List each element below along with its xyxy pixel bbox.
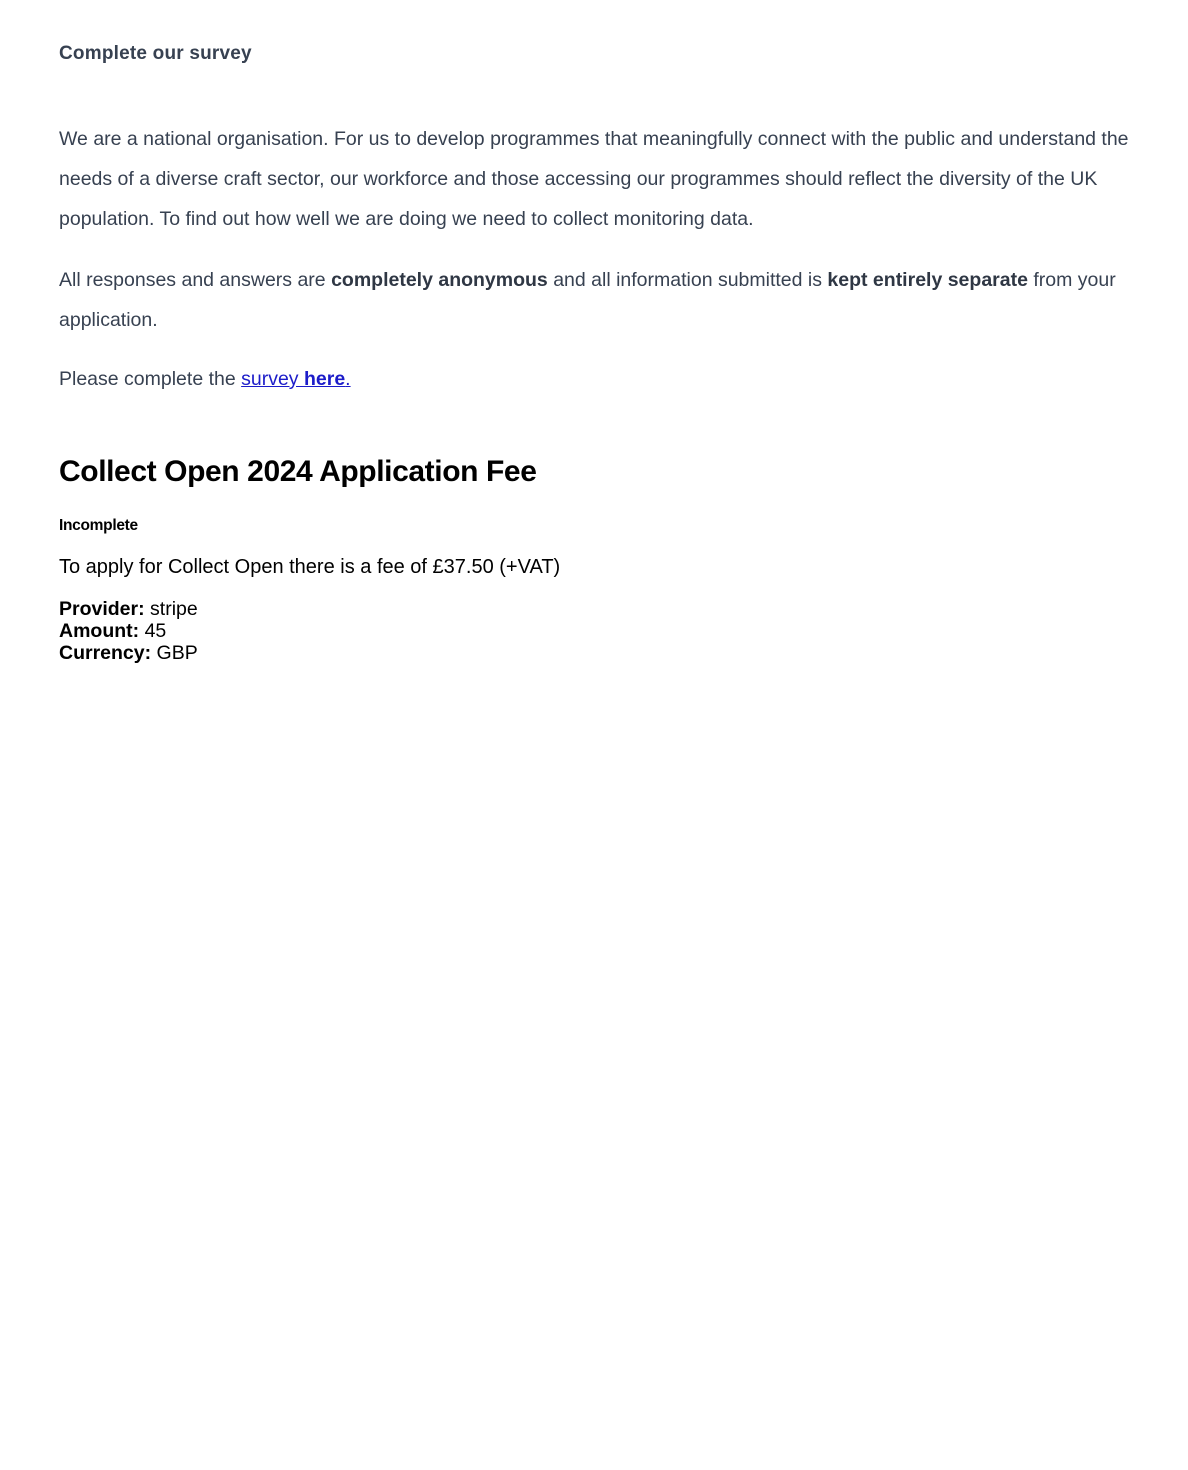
currency-value: GBP [151,642,198,664]
fee-status-badge: Incomplete [59,517,138,534]
fee-detail-currency [59,642,198,664]
fee-description: To apply for Collect Open there is a fee of £37.50 (+VAT) [59,556,561,578]
amount-value: 45 [139,620,167,642]
anonymity-bold-1: completely anonymous [331,269,548,291]
anonymity-bold-2: kept entirely separate [827,269,1028,291]
survey-cta-paragraph [59,359,1149,399]
fee-detail-amount [59,620,198,642]
survey-intro-paragraph: We are a national organisation. For us to develop programmes that meaningfully connect with the public and understand the needs of a diverse craft sector, our workforce and those accessing our programmes should reflect the diversity of the UK population. To find out how well we are doing we need to collect monitoring data. [59,128,1129,230]
amount-label: Amount: [59,620,140,642]
fee-detail-provider [59,598,198,620]
currency-label: Currency: [59,642,152,664]
provider-label: Provider: [59,598,145,620]
fee-details [59,598,198,664]
survey-title: Complete our survey [59,43,252,64]
fee-title: Collect Open 2024 Application Fee [59,455,537,488]
anonymity-text-2: and all information submitted is [547,269,828,291]
survey-link-text: survey [241,368,304,390]
survey-anonymity-paragraph [59,260,1149,340]
survey-link-bold: here [303,368,346,390]
survey-link-suffix: . [345,368,351,390]
anonymity-text-1: All responses and answers are [59,269,332,291]
anonymity-text-3: from your application. [59,269,1116,331]
survey-cta-prefix: Please complete the [59,368,242,390]
provider-value: stripe [144,598,198,620]
survey-link[interactable] [241,368,350,390]
